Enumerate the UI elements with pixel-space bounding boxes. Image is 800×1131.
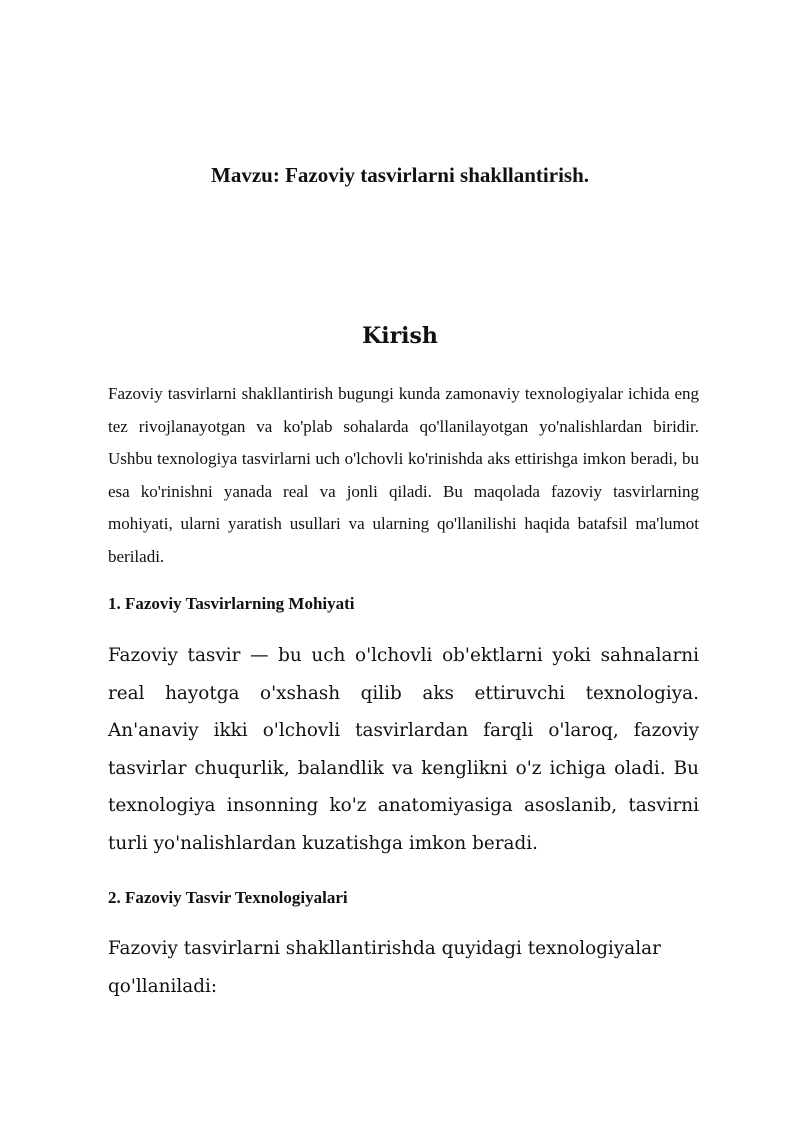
section-2-heading: 2. Fazoviy Tasvir Texnologiyalari (108, 888, 348, 907)
section-title-kirish: Kirish (362, 323, 438, 349)
document-topic: Mavzu: Fazoviy tasvirlarni shakllantirish. (211, 163, 589, 187)
intro-paragraph: Fazoviy tasvirlarni shakllantirish bugungi kunda zamonaviy texnologiyalar ichida eng tez rivojlanayotgan va ko'plab sohalarda qo'llanilayotgan yo'nalishlardan biridir. Ushbu texnologiya tasvirlarni uch o'lchovli ko'rinishda aks ettirishga imkon beradi, bu esa ko'rinishni yanada real va jonli qiladi. Bu maqolada fazoviy tasvirlarning mohiyati, ularni yaratish usullari va ularning qo'llanilishi haqida batafsil ma'lumot beriladi. (108, 384, 699, 566)
section-1-heading: 1. Fazoviy Tasvirlarning Mohiyati (108, 594, 355, 613)
section-2-paragraph: Fazoviy tasvirlarni shakllantirishda quyidagi texnologiyalar qo'llaniladi: (108, 938, 661, 997)
section-1-paragraph: Fazoviy tasvir — bu uch o'lchovli ob'ektlarni yoki sahnalarni real hayotga o'xshash qilib aks ettiruvchi texnologiya. An'anaviy ikki o'lchovli tasvirlardan farqli o'laroq, fazoviy tasvirlar chuqurlik, balandlik va kenglikni o'z ichiga oladi. Bu texnologiya insonning ko'z anatomiyasiga asoslanib, tasvirni turli yo'nalishlardan kuzatishga imkon beradi. (108, 645, 699, 854)
